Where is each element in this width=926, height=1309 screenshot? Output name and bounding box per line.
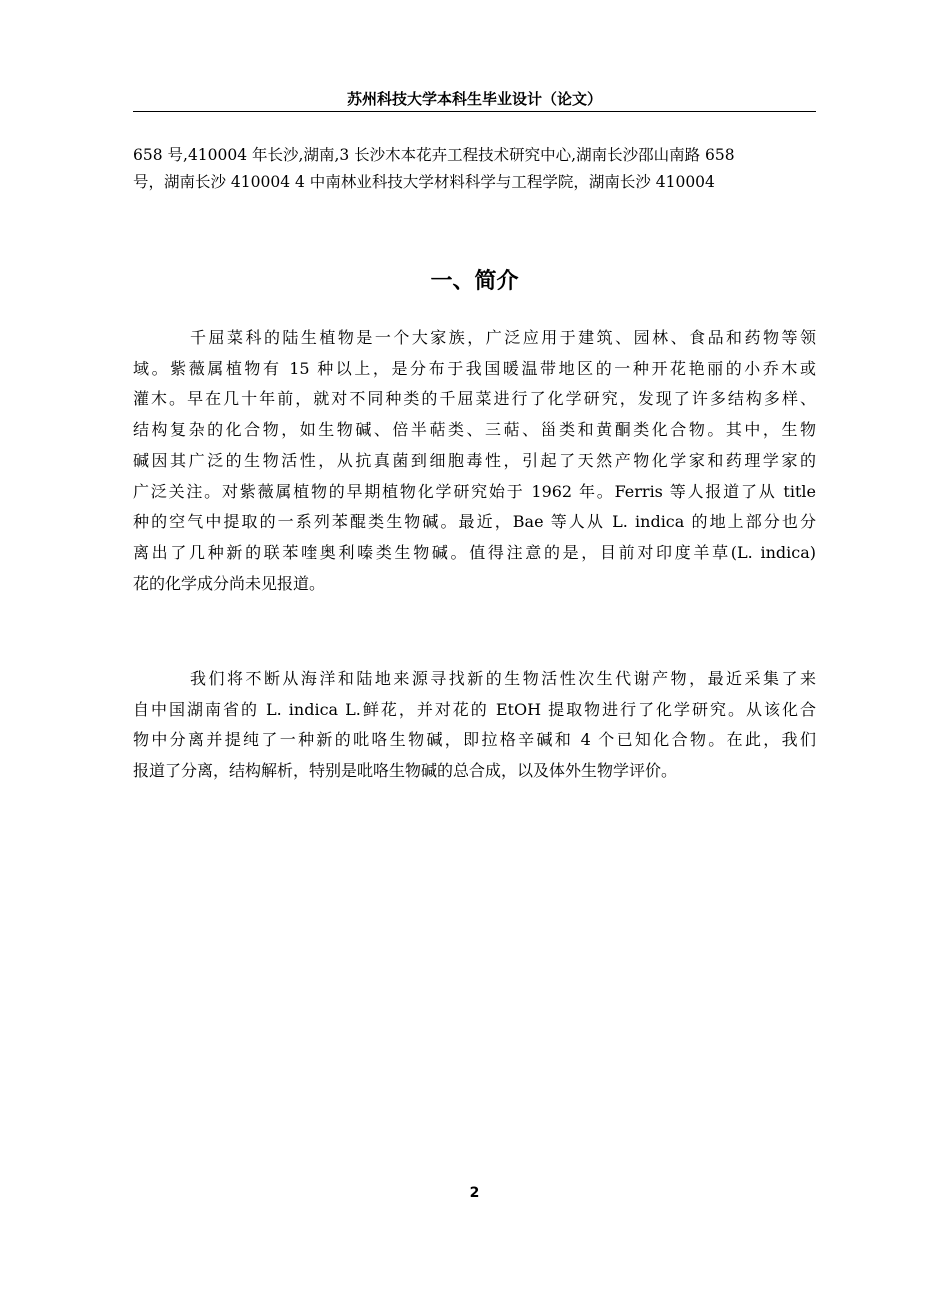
paragraph-1 (133, 323, 816, 599)
header-rule (133, 111, 816, 112)
affiliation-line: 658 号,410004 年长沙,湖南,3 长沙木本花卉工程技术研究中心,湖南长沙邵山南路 658 (133, 146, 735, 164)
paragraph-2 (133, 664, 816, 787)
affiliation-line: 号，湖南长沙 410004 4 中南林业科技大学材料科学与工程学院，湖南长沙 410004 (133, 173, 715, 191)
text-line: 灌木。早在几十年前，就对不同种类的千屈菜进行了化学研究，发现了许多结构多样、 (133, 389, 816, 409)
text-line: 种的空气中提取的一系列苯醌类生物碱。最近，Bae 等人从 L. indica 的地上部分也分 (133, 512, 816, 532)
text-line: 碱因其广泛的生物活性，从抗真菌到细胞毒性，引起了天然产物化学家和药理学家的 (133, 450, 816, 470)
text-line: 报道了分离，结构解析，特别是吡咯生物碱的总合成，以及体外生物学评价。 (133, 761, 678, 781)
text-line: 我们将不断从海洋和陆地来源寻找新的生物活性次生代谢产物，最近采集了来 (190, 669, 816, 688)
text-line: 结构复杂的化合物，如生物碱、倍半萜类、三萜、甾类和黄酮类化合物。其中，生物 (133, 420, 816, 440)
text-line: 广泛关注。对紫薇属植物的早期植物化学研究始于 1962 年。Ferris 等人报道了从 title (133, 481, 816, 501)
text-line: 千屈菜科的陆生植物是一个大家族，广泛应用于建筑、园林、食品和药物等领 (190, 328, 816, 347)
text-line: 自中国湖南省的 L. indica L.鲜花，并对花的 EtOH 提取物进行了化学研究。从该化合 (133, 699, 816, 719)
text-line: 物中分离并提纯了一种新的吡咯生物碱，即拉格辛碱和 4 个已知化合物。在此，我们 (133, 730, 816, 750)
section-title: 一、简介 (430, 269, 519, 294)
affiliation-text (133, 142, 816, 196)
page-number: 2 (469, 1185, 480, 1201)
text-line: 域。紫薇属植物有 15 种以上，是分布于我国暖温带地区的一种开花艳丽的小乔木或 (133, 358, 816, 378)
text-line: 离出了几种新的联苯喹奥利嗪类生物碱。值得注意的是，目前对印度羊草(L. indica) (133, 542, 816, 562)
running-header: 苏州科技大学本科生毕业设计（论文） (346, 90, 602, 108)
text-line: 花的化学成分尚未见报道。 (133, 573, 326, 593)
